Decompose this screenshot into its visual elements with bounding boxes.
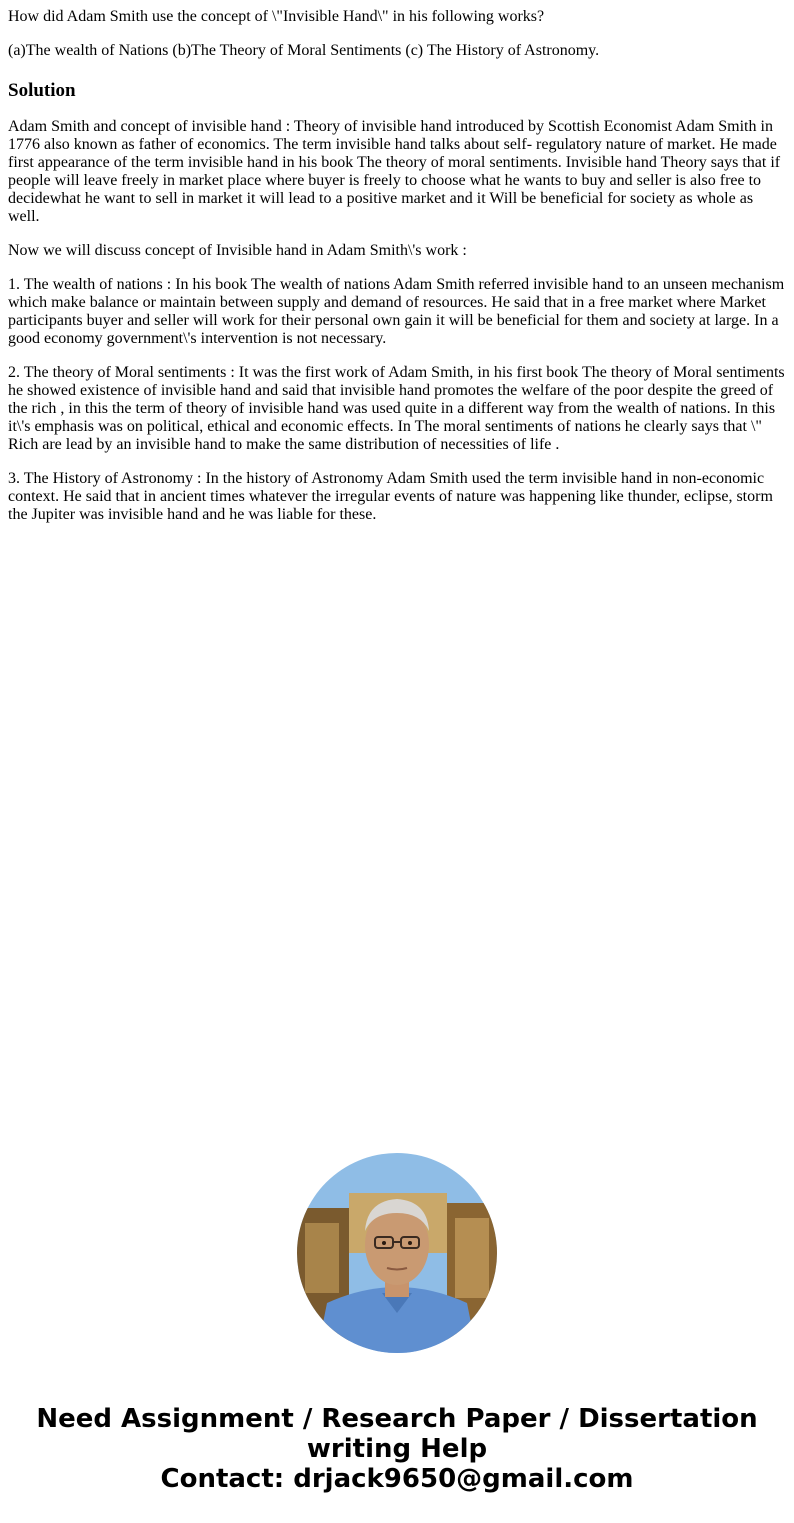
solution-point-wealth-of-nations: 1. The wealth of nations : In his book The wealth of nations Adam Smith referred invisible hand to an unseen mechanism which make balance or maintain between supply and demand of resources. He said that in a free market where Market participants buyer and seller will work for their personal own gain it will be beneficial for them and society at large. In a good economy government\'s intervention is not necessary. <box>8 276 789 347</box>
promo-line-1: Need Assignment / Research Paper / Dissertation <box>36 1404 758 1434</box>
solution-intro: Adam Smith and concept of invisible hand : Theory of invisible hand introduced by Scottish Economist Adam Smith in 1776 also known as father of economics. The term invisible hand talks about self- regulatory nature of market. He made first appearance of the term invisible hand in his book The theory of moral sentiments. Invisible hand Theory says that if people will leave freely in market place where buyer is freely to choose what he wants to buy and seller is also free to decidewhat he want to sell in market it will lead to a positive market and it Will be beneficial for society as whole as well. <box>8 118 785 225</box>
solution-heading: Solution <box>8 80 76 101</box>
promo-banner <box>0 1404 794 1494</box>
solution-transition: Now we will discuss concept of Invisible hand in Adam Smith\'s work : <box>8 242 467 259</box>
avatar <box>297 1153 497 1353</box>
portrait-photo <box>297 1153 497 1353</box>
solution-point-history-of-astronomy: 3. The History of Astronomy : In the history of Astronomy Adam Smith used the term invisible hand in non-economic context. He said that in ancient times whatever the irregular events of nature was happening like thunder, eclipse, storm the Jupiter was invisible hand and he was liable for these. <box>8 470 777 523</box>
document-body <box>8 8 789 540</box>
promo-contact: Contact: drjack9650@gmail.com <box>160 1464 634 1494</box>
question-text: How did Adam Smith use the concept of \"Invisible Hand\" in his following works? <box>8 8 545 25</box>
solution-point-moral-sentiments: 2. The theory of Moral sentiments : It was the first work of Adam Smith, in his first book The theory of Moral sentiments he showed existence of invisible hand and said that invisible hand promotes the welfare of the poor despite the greed of the rich , in this the term of theory of invisible hand was used quite in a different way from the wealth of nations. In this it\'s emphasis was on political, ethical and economic effects. In The moral sentiments of nations he clearly says that \" Rich are lead by an invisible hand to make the same distribution of necessities of life . <box>8 364 789 453</box>
question-options: (a)The wealth of Nations (b)The Theory of Moral Sentiments (c) The History of Astronomy. <box>8 42 600 59</box>
promo-line-2: writing Help <box>306 1434 488 1464</box>
